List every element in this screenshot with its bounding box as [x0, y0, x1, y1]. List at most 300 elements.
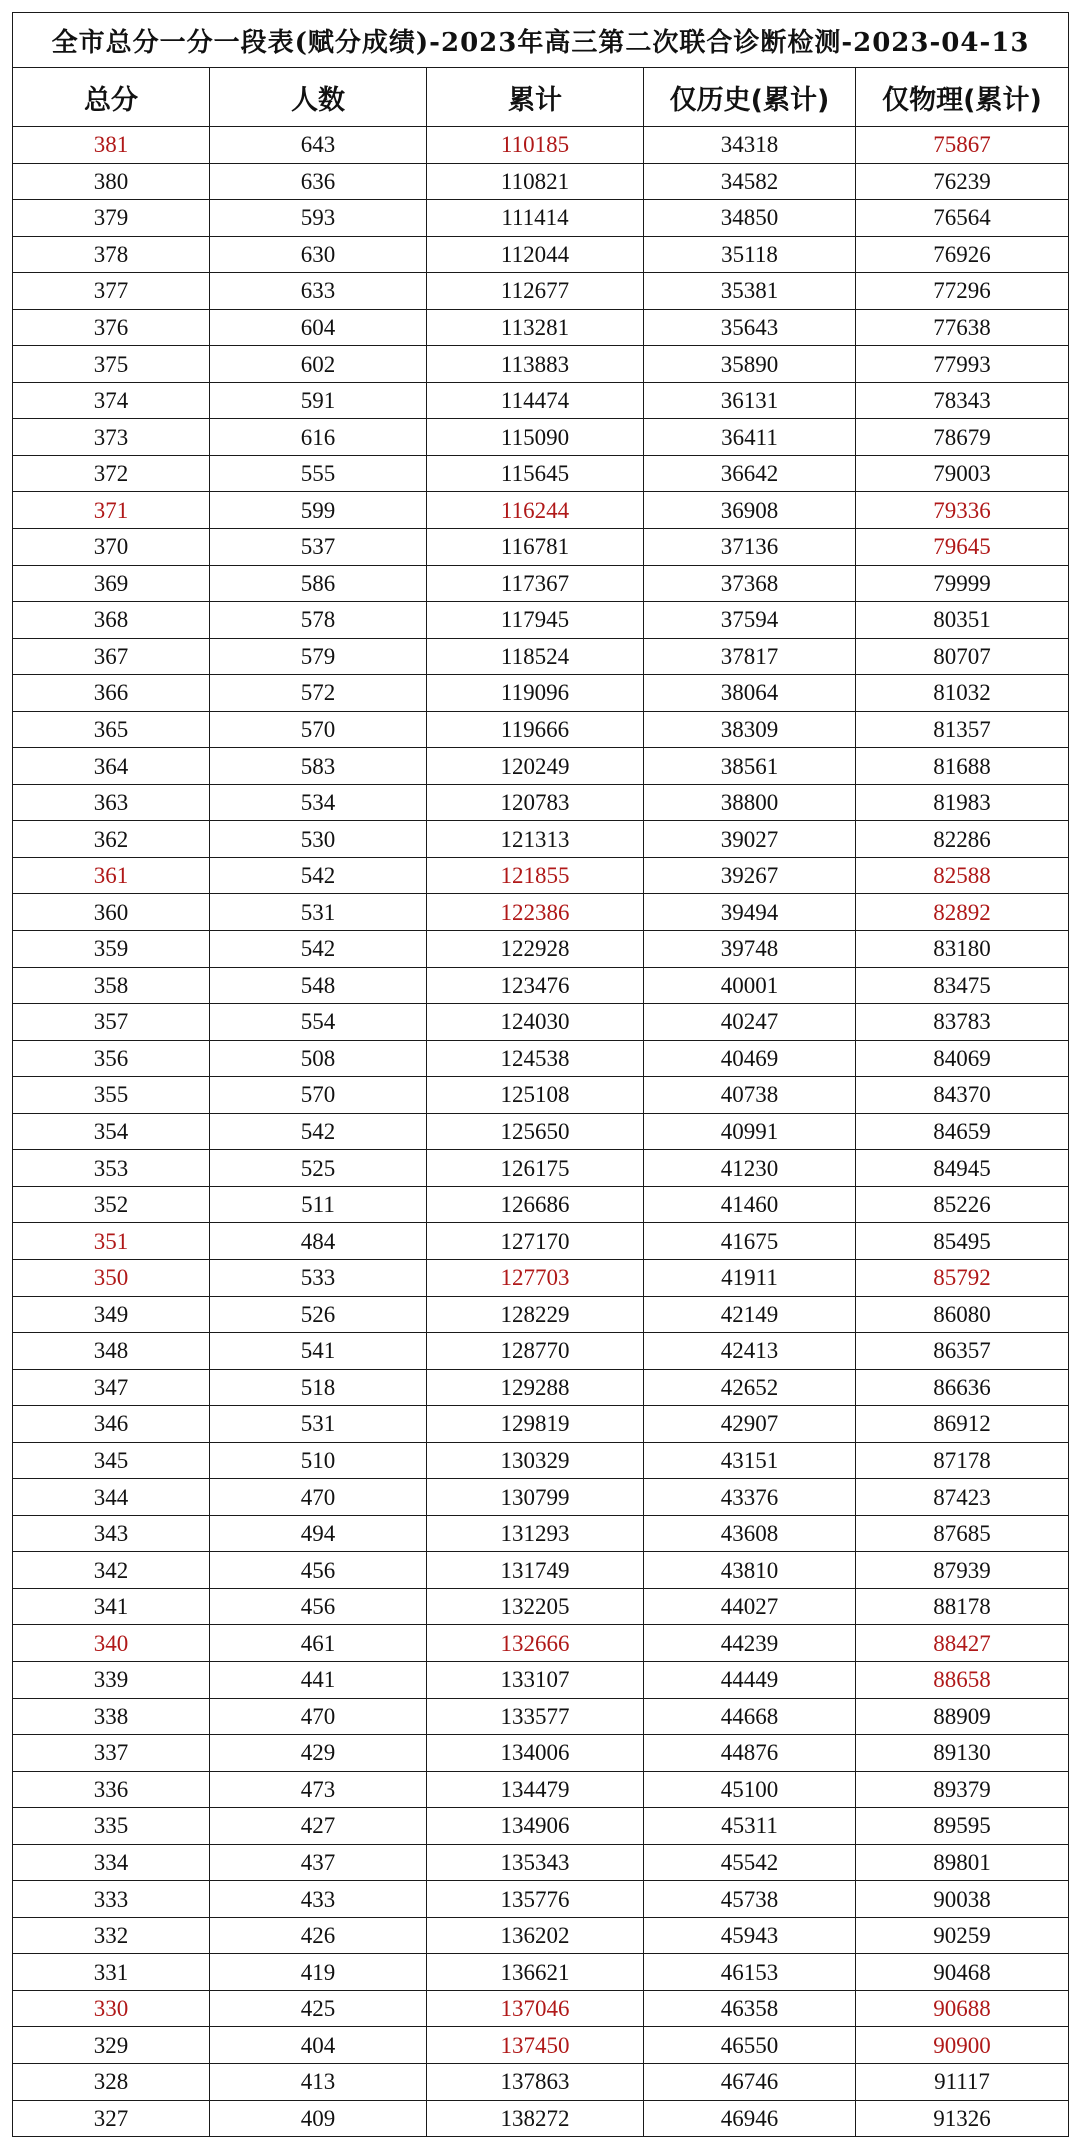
count-cell: 630: [210, 236, 427, 273]
table-row: [13, 638, 1069, 675]
physics-cumulative-cell: 88909: [856, 1698, 1069, 1735]
physics-cumulative-cell: 86912: [856, 1406, 1069, 1443]
cumulative-cell: 110185: [427, 127, 644, 164]
score-cell: 340: [13, 1625, 210, 1662]
cumulative-cell: 117367: [427, 565, 644, 602]
count-cell: 542: [210, 857, 427, 894]
cumulative-cell: 132205: [427, 1588, 644, 1625]
physics-cumulative-cell: 84659: [856, 1113, 1069, 1150]
physics-cumulative-cell: 77993: [856, 346, 1069, 383]
cumulative-cell: 130329: [427, 1442, 644, 1479]
physics-cumulative-cell: 81983: [856, 784, 1069, 821]
count-cell: 525: [210, 1150, 427, 1187]
count-cell: 508: [210, 1040, 427, 1077]
score-cell: 342: [13, 1552, 210, 1589]
table-row: [13, 1369, 1069, 1406]
score-cell: 363: [13, 784, 210, 821]
physics-cumulative-cell: 91326: [856, 2100, 1069, 2137]
cumulative-cell: 137046: [427, 1990, 644, 2027]
count-cell: 542: [210, 1113, 427, 1150]
count-cell: 526: [210, 1296, 427, 1333]
score-cell: 336: [13, 1771, 210, 1808]
history-cumulative-cell: 37594: [644, 602, 856, 639]
table-row: [13, 382, 1069, 419]
count-cell: 518: [210, 1369, 427, 1406]
physics-cumulative-cell: 76564: [856, 200, 1069, 237]
history-cumulative-cell: 39027: [644, 821, 856, 858]
physics-cumulative-cell: 89379: [856, 1771, 1069, 1808]
count-cell: 404: [210, 2027, 427, 2064]
history-cumulative-cell: 43376: [644, 1479, 856, 1516]
physics-cumulative-cell: 85495: [856, 1223, 1069, 1260]
physics-cumulative-cell: 90468: [856, 1954, 1069, 1991]
score-cell: 366: [13, 675, 210, 712]
score-cell: 347: [13, 1369, 210, 1406]
physics-cumulative-cell: 87939: [856, 1552, 1069, 1589]
history-cumulative-cell: 42413: [644, 1333, 856, 1370]
physics-cumulative-cell: 86357: [856, 1333, 1069, 1370]
cumulative-cell: 111414: [427, 200, 644, 237]
cumulative-cell: 113281: [427, 309, 644, 346]
table-row: [13, 419, 1069, 456]
history-cumulative-cell: 46746: [644, 2063, 856, 2100]
physics-cumulative-cell: 79003: [856, 455, 1069, 492]
title-row: [13, 13, 1069, 68]
score-cell: 329: [13, 2027, 210, 2064]
table-row: [13, 565, 1069, 602]
table-row: [13, 1333, 1069, 1370]
cumulative-cell: 117945: [427, 602, 644, 639]
cumulative-cell: 136202: [427, 1917, 644, 1954]
physics-cumulative-cell: 84945: [856, 1150, 1069, 1187]
physics-cumulative-cell: 79645: [856, 529, 1069, 566]
cumulative-cell: 135343: [427, 1844, 644, 1881]
physics-cumulative-cell: 89595: [856, 1808, 1069, 1845]
cumulative-cell: 126686: [427, 1186, 644, 1223]
cumulative-cell: 116781: [427, 529, 644, 566]
table-row: [13, 1004, 1069, 1041]
score-cell: 371: [13, 492, 210, 529]
physics-cumulative-cell: 87178: [856, 1442, 1069, 1479]
history-cumulative-cell: 36411: [644, 419, 856, 456]
history-cumulative-cell: 39267: [644, 857, 856, 894]
cumulative-cell: 124030: [427, 1004, 644, 1041]
count-cell: 409: [210, 2100, 427, 2137]
cumulative-cell: 118524: [427, 638, 644, 675]
history-cumulative-cell: 39494: [644, 894, 856, 931]
count-cell: 643: [210, 127, 427, 164]
table-title: 全市总分一分一段表(赋分成绩)-2023年高三第二次联合诊断检测-2023-04-13: [13, 13, 1069, 68]
cumulative-cell: 114474: [427, 382, 644, 419]
physics-cumulative-cell: 76926: [856, 236, 1069, 273]
table-row: [13, 2027, 1069, 2064]
score-cell: 343: [13, 1515, 210, 1552]
score-cell: 341: [13, 1588, 210, 1625]
cumulative-cell: 115645: [427, 455, 644, 492]
cumulative-cell: 112044: [427, 236, 644, 273]
table-row: [13, 273, 1069, 310]
cumulative-cell: 121313: [427, 821, 644, 858]
count-cell: 602: [210, 346, 427, 383]
physics-cumulative-cell: 82588: [856, 857, 1069, 894]
cumulative-cell: 122928: [427, 931, 644, 968]
cumulative-cell: 134479: [427, 1771, 644, 1808]
table-row: [13, 1113, 1069, 1150]
table-row: [13, 1223, 1069, 1260]
column-header-count: 人数: [210, 68, 427, 127]
physics-cumulative-cell: 88427: [856, 1625, 1069, 1662]
physics-cumulative-cell: 84370: [856, 1077, 1069, 1114]
physics-cumulative-cell: 90688: [856, 1990, 1069, 2027]
count-cell: 429: [210, 1735, 427, 1772]
count-cell: 426: [210, 1917, 427, 1954]
score-cell: 337: [13, 1735, 210, 1772]
table-row: [13, 1698, 1069, 1735]
count-cell: 511: [210, 1186, 427, 1223]
count-cell: 548: [210, 967, 427, 1004]
table-row: [13, 309, 1069, 346]
count-cell: 579: [210, 638, 427, 675]
score-cell: 331: [13, 1954, 210, 1991]
table-row: [13, 1406, 1069, 1443]
history-cumulative-cell: 42149: [644, 1296, 856, 1333]
physics-cumulative-cell: 76239: [856, 163, 1069, 200]
cumulative-cell: 127703: [427, 1259, 644, 1296]
history-cumulative-cell: 34582: [644, 163, 856, 200]
physics-cumulative-cell: 89130: [856, 1735, 1069, 1772]
cumulative-cell: 125108: [427, 1077, 644, 1114]
history-cumulative-cell: 46946: [644, 2100, 856, 2137]
history-cumulative-cell: 42907: [644, 1406, 856, 1443]
score-cell: 381: [13, 127, 210, 164]
physics-cumulative-cell: 88658: [856, 1661, 1069, 1698]
physics-cumulative-cell: 89801: [856, 1844, 1069, 1881]
score-cell: 379: [13, 200, 210, 237]
score-cell: 375: [13, 346, 210, 383]
count-cell: 583: [210, 748, 427, 785]
table-row: [13, 1259, 1069, 1296]
physics-cumulative-cell: 77296: [856, 273, 1069, 310]
cumulative-cell: 112677: [427, 273, 644, 310]
table-row: [13, 1479, 1069, 1516]
table-row: [13, 200, 1069, 237]
cumulative-cell: 138272: [427, 2100, 644, 2137]
score-cell: 346: [13, 1406, 210, 1443]
cumulative-cell: 115090: [427, 419, 644, 456]
cumulative-cell: 129288: [427, 1369, 644, 1406]
history-cumulative-cell: 34850: [644, 200, 856, 237]
cumulative-cell: 137450: [427, 2027, 644, 2064]
count-cell: 572: [210, 675, 427, 712]
history-cumulative-cell: 38309: [644, 711, 856, 748]
table-row: [13, 1881, 1069, 1918]
history-cumulative-cell: 41675: [644, 1223, 856, 1260]
physics-cumulative-cell: 80351: [856, 602, 1069, 639]
score-cell: 344: [13, 1479, 210, 1516]
count-cell: 604: [210, 309, 427, 346]
table-row: [13, 1954, 1069, 1991]
history-cumulative-cell: 45943: [644, 1917, 856, 1954]
history-cumulative-cell: 41911: [644, 1259, 856, 1296]
count-cell: 510: [210, 1442, 427, 1479]
history-cumulative-cell: 38064: [644, 675, 856, 712]
cumulative-cell: 122386: [427, 894, 644, 931]
physics-cumulative-cell: 82286: [856, 821, 1069, 858]
score-cell: 352: [13, 1186, 210, 1223]
physics-cumulative-cell: 79336: [856, 492, 1069, 529]
table-row: [13, 1917, 1069, 1954]
cumulative-cell: 134906: [427, 1808, 644, 1845]
column-header-history-cumulative: 仅历史(累计): [644, 68, 856, 127]
table-row: [13, 346, 1069, 383]
count-cell: 636: [210, 163, 427, 200]
history-cumulative-cell: 41460: [644, 1186, 856, 1223]
count-cell: 413: [210, 2063, 427, 2100]
cumulative-cell: 127170: [427, 1223, 644, 1260]
history-cumulative-cell: 45311: [644, 1808, 856, 1845]
physics-cumulative-cell: 88178: [856, 1588, 1069, 1625]
history-cumulative-cell: 36131: [644, 382, 856, 419]
history-cumulative-cell: 43810: [644, 1552, 856, 1589]
count-cell: 531: [210, 1406, 427, 1443]
table-row: [13, 602, 1069, 639]
cumulative-cell: 110821: [427, 163, 644, 200]
count-cell: 484: [210, 1223, 427, 1260]
count-cell: 599: [210, 492, 427, 529]
cumulative-cell: 119096: [427, 675, 644, 712]
score-cell: 361: [13, 857, 210, 894]
history-cumulative-cell: 36908: [644, 492, 856, 529]
score-cell: 364: [13, 748, 210, 785]
physics-cumulative-cell: 81688: [856, 748, 1069, 785]
history-cumulative-cell: 35118: [644, 236, 856, 273]
history-cumulative-cell: 38800: [644, 784, 856, 821]
count-cell: 591: [210, 382, 427, 419]
history-cumulative-cell: 35381: [644, 273, 856, 310]
table-row: [13, 1515, 1069, 1552]
table-row: [13, 967, 1069, 1004]
table-row: [13, 455, 1069, 492]
table-row: [13, 857, 1069, 894]
cumulative-cell: 124538: [427, 1040, 644, 1077]
history-cumulative-cell: 37368: [644, 565, 856, 602]
score-cell: 373: [13, 419, 210, 456]
table-row: [13, 1735, 1069, 1772]
table-row: [13, 163, 1069, 200]
table-row: [13, 1442, 1069, 1479]
cumulative-cell: 132666: [427, 1625, 644, 1662]
physics-cumulative-cell: 87423: [856, 1479, 1069, 1516]
score-cell: 370: [13, 529, 210, 566]
score-cell: 362: [13, 821, 210, 858]
table-row: [13, 748, 1069, 785]
cumulative-cell: 133107: [427, 1661, 644, 1698]
table-row: [13, 1844, 1069, 1881]
table-row: [13, 675, 1069, 712]
score-cell: 376: [13, 309, 210, 346]
history-cumulative-cell: 37817: [644, 638, 856, 675]
count-cell: 427: [210, 1808, 427, 1845]
history-cumulative-cell: 44876: [644, 1735, 856, 1772]
count-cell: 541: [210, 1333, 427, 1370]
history-cumulative-cell: 39748: [644, 931, 856, 968]
cumulative-cell: 135776: [427, 1881, 644, 1918]
count-cell: 616: [210, 419, 427, 456]
history-cumulative-cell: 35890: [644, 346, 856, 383]
table-row: [13, 1661, 1069, 1698]
table-row: [13, 1552, 1069, 1589]
score-cell: 327: [13, 2100, 210, 2137]
score-cell: 353: [13, 1150, 210, 1187]
physics-cumulative-cell: 75867: [856, 127, 1069, 164]
physics-cumulative-cell: 78343: [856, 382, 1069, 419]
count-cell: 570: [210, 1077, 427, 1114]
history-cumulative-cell: 46550: [644, 2027, 856, 2064]
score-cell: 358: [13, 967, 210, 1004]
count-cell: 419: [210, 1954, 427, 1991]
score-cell: 356: [13, 1040, 210, 1077]
score-cell: 355: [13, 1077, 210, 1114]
count-cell: 542: [210, 931, 427, 968]
history-cumulative-cell: 40001: [644, 967, 856, 1004]
table-row: [13, 236, 1069, 273]
count-cell: 470: [210, 1698, 427, 1735]
table-row: [13, 1150, 1069, 1187]
score-cell: 378: [13, 236, 210, 273]
count-cell: 433: [210, 1881, 427, 1918]
score-cell: 367: [13, 638, 210, 675]
history-cumulative-cell: 35643: [644, 309, 856, 346]
physics-cumulative-cell: 77638: [856, 309, 1069, 346]
table-row: [13, 1186, 1069, 1223]
cumulative-cell: 137863: [427, 2063, 644, 2100]
history-cumulative-cell: 44027: [644, 1588, 856, 1625]
physics-cumulative-cell: 86636: [856, 1369, 1069, 1406]
history-cumulative-cell: 43608: [644, 1515, 856, 1552]
count-cell: 461: [210, 1625, 427, 1662]
score-cell: 338: [13, 1698, 210, 1735]
score-cell: 360: [13, 894, 210, 931]
score-cell: 369: [13, 565, 210, 602]
cumulative-cell: 131293: [427, 1515, 644, 1552]
count-cell: 578: [210, 602, 427, 639]
table-row: [13, 1808, 1069, 1845]
history-cumulative-cell: 45100: [644, 1771, 856, 1808]
physics-cumulative-cell: 86080: [856, 1296, 1069, 1333]
physics-cumulative-cell: 80707: [856, 638, 1069, 675]
history-cumulative-cell: 34318: [644, 127, 856, 164]
score-cell: 374: [13, 382, 210, 419]
cumulative-cell: 128229: [427, 1296, 644, 1333]
physics-cumulative-cell: 90259: [856, 1917, 1069, 1954]
physics-cumulative-cell: 91117: [856, 2063, 1069, 2100]
physics-cumulative-cell: 84069: [856, 1040, 1069, 1077]
cumulative-cell: 136621: [427, 1954, 644, 1991]
table-body: [13, 127, 1069, 2137]
count-cell: 494: [210, 1515, 427, 1552]
physics-cumulative-cell: 79999: [856, 565, 1069, 602]
count-cell: 586: [210, 565, 427, 602]
column-header-total-score: 总分: [13, 68, 210, 127]
cumulative-cell: 113883: [427, 346, 644, 383]
count-cell: 570: [210, 711, 427, 748]
count-cell: 531: [210, 894, 427, 931]
column-header-physics-cumulative: 仅物理(累计): [856, 68, 1069, 127]
score-cell: 365: [13, 711, 210, 748]
count-cell: 456: [210, 1588, 427, 1625]
table-row: [13, 711, 1069, 748]
history-cumulative-cell: 43151: [644, 1442, 856, 1479]
score-cell: 349: [13, 1296, 210, 1333]
history-cumulative-cell: 44239: [644, 1625, 856, 1662]
history-cumulative-cell: 40738: [644, 1077, 856, 1114]
physics-cumulative-cell: 78679: [856, 419, 1069, 456]
count-cell: 425: [210, 1990, 427, 2027]
table-row: [13, 2100, 1069, 2137]
count-cell: 534: [210, 784, 427, 821]
physics-cumulative-cell: 82892: [856, 894, 1069, 931]
history-cumulative-cell: 46358: [644, 1990, 856, 2027]
history-cumulative-cell: 45542: [644, 1844, 856, 1881]
table-row: [13, 492, 1069, 529]
column-header-cumulative: 累计: [427, 68, 644, 127]
score-cell: 377: [13, 273, 210, 310]
cumulative-cell: 123476: [427, 967, 644, 1004]
table-row: [13, 127, 1069, 164]
score-cell: 357: [13, 1004, 210, 1041]
cumulative-cell: 128770: [427, 1333, 644, 1370]
count-cell: 437: [210, 1844, 427, 1881]
cumulative-cell: 134006: [427, 1735, 644, 1772]
cumulative-cell: 133577: [427, 1698, 644, 1735]
history-cumulative-cell: 40469: [644, 1040, 856, 1077]
history-cumulative-cell: 45738: [644, 1881, 856, 1918]
count-cell: 554: [210, 1004, 427, 1041]
count-cell: 555: [210, 455, 427, 492]
score-cell: 350: [13, 1259, 210, 1296]
table-row: [13, 2063, 1069, 2100]
history-cumulative-cell: 37136: [644, 529, 856, 566]
physics-cumulative-cell: 90900: [856, 2027, 1069, 2064]
physics-cumulative-cell: 81032: [856, 675, 1069, 712]
count-cell: 537: [210, 529, 427, 566]
cumulative-cell: 121855: [427, 857, 644, 894]
count-cell: 533: [210, 1259, 427, 1296]
table-row: [13, 931, 1069, 968]
count-cell: 633: [210, 273, 427, 310]
score-cell: 335: [13, 1808, 210, 1845]
score-cell: 328: [13, 2063, 210, 2100]
table-row: [13, 1296, 1069, 1333]
table-row: [13, 529, 1069, 566]
score-cell: 339: [13, 1661, 210, 1698]
table-row: [13, 1588, 1069, 1625]
count-cell: 470: [210, 1479, 427, 1516]
score-distribution-table: [12, 12, 1069, 2137]
physics-cumulative-cell: 85792: [856, 1259, 1069, 1296]
score-cell: 345: [13, 1442, 210, 1479]
cumulative-cell: 129819: [427, 1406, 644, 1443]
physics-cumulative-cell: 83475: [856, 967, 1069, 1004]
cumulative-cell: 116244: [427, 492, 644, 529]
history-cumulative-cell: 44449: [644, 1661, 856, 1698]
cumulative-cell: 126175: [427, 1150, 644, 1187]
physics-cumulative-cell: 87685: [856, 1515, 1069, 1552]
physics-cumulative-cell: 90038: [856, 1881, 1069, 1918]
cumulative-cell: 130799: [427, 1479, 644, 1516]
score-cell: 334: [13, 1844, 210, 1881]
count-cell: 441: [210, 1661, 427, 1698]
